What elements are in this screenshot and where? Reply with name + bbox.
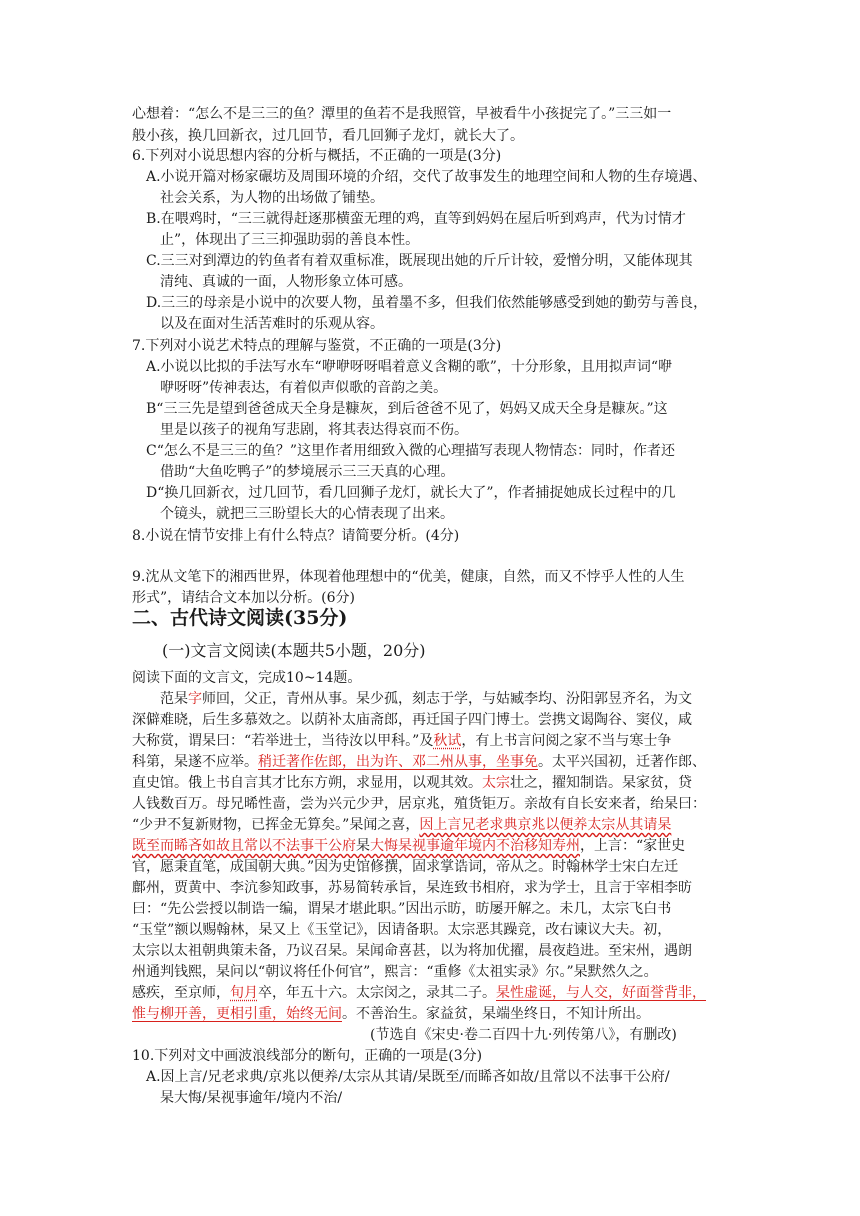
wavy-line-part-4: 大悔杲视事逾年境内不治移知寿州 [370,838,580,854]
intro-line-2: 般小孩，换几回新衣，过几回节，看几回狮子龙灯，就长大了。 [132,128,524,144]
q6-option-d-cont: 以及在面对生活苦难时的乐观从容。 [160,316,384,332]
q6-option-b-cont: 止”，体现出了三三抑强助弱的善良本性。 [160,232,420,248]
passage-line-16: 惟与柳开善，更相引重，始终无间。不善治生。家益贫，杲端坐终日，不知计所出。 [132,1006,650,1022]
q7-option-b: B“三三先是望到爸爸成天全身是糠灰，到后爸爸不见了，妈妈又成天全身是糠灰。”这 [146,401,668,417]
annotated-word-qiushi: 秋试 [433,733,462,749]
q7-option-b-cont: 里是以孩子的视角写悲剧，将其表达得哀而不伤。 [160,422,468,438]
q7-option-a: A.小说以比拟的手法写水车“咿咿呀呀唱着意义含糊的歌”，十分形象，且用拟声词“咿 [146,359,673,375]
passage-line-8: 既至而睎吝如故且常以不法事干公府杲大悔杲视事逾年境内不治移知寿州，上言：“家世史 [132,838,686,854]
annotated-word-xunyue: 旬月 [230,985,258,1001]
q6-option-a: A.小说开篇对杨家碾坊及周围环境的介绍，交代了故事发生的地理空间和人物的生存境遇、 [146,169,707,185]
passage-source: (节选自《宋史·卷二百四十九·列传第八》，有删改) [370,1027,677,1043]
q7-option-a-cont: 咿呀呀”传神表达，有着似声似歌的音韵之美。 [160,380,448,396]
q7-option-d: D“换几回新衣，过几回节，看几回狮子龙灯，就长大了”，作者捕捉她成长过程中的几 [146,485,676,501]
q7-option-c-cont: 借助“大鱼吃鸭子”的梦境展示三三天真的心理。 [160,464,455,480]
passage-line-12: “玉堂”额以赐翰林，杲又上《玉堂记》，因请备职。太宗恶其躁竞，改右谏议大夫。初， [132,922,672,938]
q9-stem-cont: 形式”，请结合文本加以分析。(6分) [132,590,355,606]
underlined-sentence-1: 稍迁著作佐郎，出为许、邓二州从事，坐事免 [258,754,538,770]
q6-option-c: C.三三对到潭边的钓鱼者有着双重标准，既展现出她的斤斤计较，爱憎分明，又能体现其 [146,253,693,269]
wavy-line-part-1: 因上言兄老求典京兆以便养太宗从其请杲 [419,817,672,833]
q7-stem: 7.下列对小说艺术特点的理解与鉴赏，不正确的一项是(3分) [132,338,502,354]
passage-line-11: 曰：“先公尝授以制诰一编，谓杲才堪此职。”因出示昉，昉屡开解之。未几，太宗飞白书 [132,901,672,917]
q6-option-c-cont: 清纯、真诚的一面，人物形象立体可感。 [160,274,412,290]
passage-line-13: 太宗以太祖朝典策未备，乃议召杲。杲闻命喜甚，以为将加优擢，晨夜趋进。至宋州，遇朗 [132,943,692,959]
q8-stem: 8.小说在情节安排上有什么特点？请简要分析。(4分) [132,528,460,544]
passage-line-2: 深僻难晓，后生多慕效之。以荫补太庙斋郎，再迁国子四门博士。尝携文谒陶谷、窦仪，咸 [132,712,692,728]
passage-line-15: 感疾，至京师，旬月卒，年五十六。太宗闵之，录其二子。杲性虚诞，与人交，好面誉背非， [132,985,706,1001]
q10-option-a-cont: 杲大悔/杲视事逾年/境内不治/ [160,1090,343,1106]
q10-option-a: A.因上言/兄老求典/京兆以便养/太宗从其请/杲既至/而睎吝如故/且常以不法事干公府/ [146,1069,670,1085]
q6-option-a-cont: 社会关系，为人物的出场做了铺垫。 [160,190,384,206]
passage-line-14: 州通判钱熙，杲问以“朝议将任仆何官”，熙言：“重修《太祖实录》尔。”杲默然久之。 [132,964,658,980]
underlined-sentence-2: 杲性虚诞，与人交，好面誉背非， [496,985,706,1001]
passage-line-5: 直史馆。俄上书自言其才比东方朔，求显用，以观其效。太宗壮之，擢知制诰。杲家贫，贷 [132,775,692,791]
wavy-line-part-2: 既至而睎吝如故且常以不法事干公府 [132,838,356,854]
underlined-sentence-2-cont: 惟与柳开善，更相引重，始终无间 [132,1006,342,1022]
intro-line-1: 心想着：“怎么不是三三的鱼？潭里的鱼若不是我照管，早被看牛小孩捉完了。”三三如一 [132,106,672,122]
q6-option-b: B.在喂鸡时，“三三就得赶逐那横蛮无理的鸡，直等到妈妈在屋后听到鸡声，代为讨情才 [146,211,686,227]
annotated-char: 字 [188,691,202,707]
annotated-word-taizong: 太宗 [482,775,510,791]
passage-line-3: 大称赏，谓杲曰：“若举进士，当待汝以甲科。”及秋试，有上书言问阅之家不当与寒士争 [132,733,672,749]
passage-line-6: 人钱数百万。母兄晞性啬，尝为兴元少尹，居京兆，殖货钜万。亲故有自长安来者，绐杲曰： [132,796,706,812]
subsection-heading: (一)文言文阅读(本题共5小题，20分) [162,641,426,660]
passage-line-10: 鄜州，贾黄中、李沆参知政事，苏易简转承旨，杲连致书相府，求为学士，且言于宰相李昉 [132,880,692,896]
section-heading: 二、古代诗文阅读(35分) [132,607,348,629]
q6-stem: 6.下列对小说思想内容的分析与概括，不正确的一项是(3分) [132,148,502,164]
passage-line-1: 范杲字师回，父正，青州从事。杲少孤，刻志于学，与姑臧李均、汾阳郭昱齐名，为文 [160,691,692,707]
passage-line-9: 官，愿秉直笔，成国朝大典。”因为史馆修撰，固求掌诰词，帝从之。时翰林学士宋白左迁 [132,859,679,875]
passage-line-7: “少尹不复新财物，已挥金无算矣。”杲闻之喜，因上言兄老求典京兆以便养太宗从其请杲 [132,817,672,833]
wavy-line-part-3: 杲 [356,838,370,854]
q7-option-c: C“怎么不是三三的鱼？”这里作者用细致入微的心理描写表现人物情态：同时，作者还 [146,443,676,459]
q7-option-d-cont: 个镜头，就把三三盼望长大的心情表现了出来。 [160,506,454,522]
passage-instruction: 阅读下面的文言文，完成10~14题。 [132,670,362,686]
q6-option-d: D.三三的母亲是小说中的次要人物，虽着墨不多，但我们依然能够感受到她的勤劳与善良， [146,295,708,311]
q9-stem: 9.沈从文笔下的湘西世界，体现着他理想中的“优美，健康，自然，而又不悖乎人性的人生 [132,569,685,585]
q10-stem: 10.下列对文中画波浪线部分的断句，正确的一项是(3分) [132,1048,483,1064]
passage-line-4: 科第，杲遂不应举。稍迁著作佐郎，出为许、邓二州从事，坐事免。太平兴国初，迁著作郎、 [132,754,706,770]
